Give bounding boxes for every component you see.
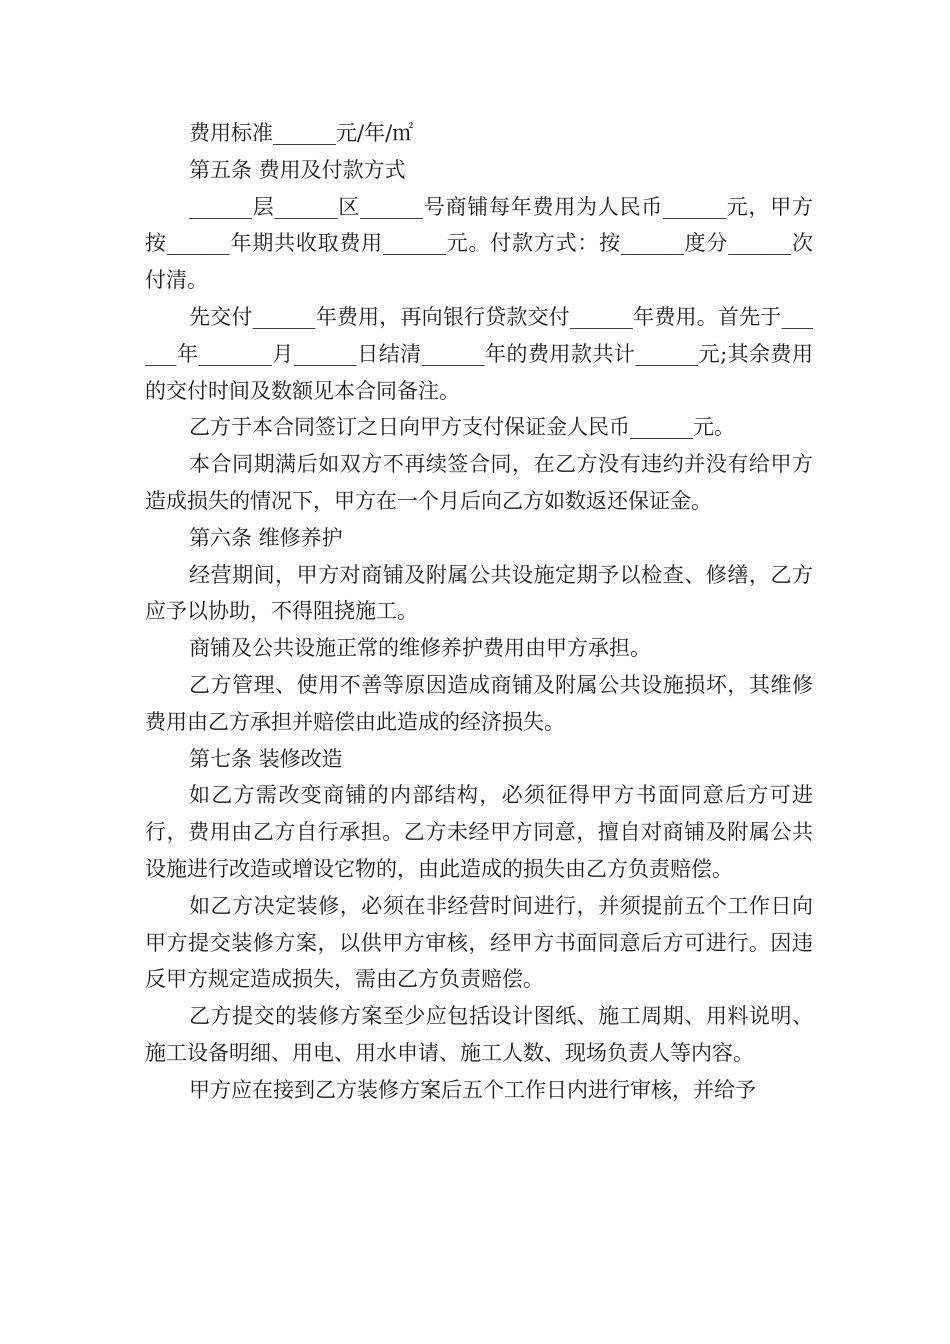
document-page (145, 115, 813, 1109)
article-5-heading: 第五条 费用及付款方式 (189, 157, 406, 182)
damage-liability-paragraph: 乙方管理、使用不善等原因造成商铺及附属公共设施损坏，其维修费用由乙方承担并赔偿由此造成的经济损失。 (145, 672, 813, 734)
inspection-paragraph: 经营期间，甲方对商铺及附属公共设施定期予以检查、修缮，乙方应予以协助，不得阻挠施工。 (145, 562, 813, 624)
deposit-refund-paragraph: 本合同期满后如双方不再续签合同，在乙方没有违约并没有给甲方造成损失的情况下，甲方在一个月后向乙方如数返还保证金。 (145, 452, 813, 513)
renovation-timing-paragraph: 如乙方决定装修，必须在非经营时间进行，并须提前五个工作日向甲方提交装修方案，以供甲方审核，经甲方书面同意后方可进行。因违反甲方规定造成损失，需由乙方负责赔偿。 (145, 893, 813, 992)
maintenance-cost-paragraph: 商铺及公共设施正常的维修养护费用由甲方承担。 (189, 636, 651, 661)
article-7-heading: 第七条 装修改造 (189, 746, 343, 771)
annual-fee-paragraph: ______层______区______号商铺每年费用为人民币______元，甲方按______年期共收取费用______元。付款方式：按______度分______次付清。 (145, 194, 813, 293)
renovation-plan-contents-paragraph: 乙方提交的装修方案至少应包括设计图纸、施工周期、用料说明、施工设备明细、用电、用水申请、施工人数、现场负责人等内容。 (145, 1004, 813, 1065)
article-6-heading: 第六条 维修养护 (189, 525, 343, 550)
structure-change-paragraph: 如乙方需改变商铺的内部结构，必须征得甲方书面同意后方可进行，费用由乙方自行承担。乙方未经甲方同意，擅自对商铺及附属公共设施进行改造或增设它物的，由此造成的损失由乙方负责赔偿。 (145, 783, 813, 881)
plan-review-paragraph: 甲方应在接到乙方装修方案后五个工作日内进行审核，并给予 (189, 1077, 756, 1102)
payment-schedule-paragraph: 先交付______年费用，再向银行贷款交付______年费用。首先于______年_______月______日结清______年的费用款共计______元;其余费用的交付时间及数额见本合同备注。 (145, 304, 813, 403)
fee-standard-line: 费用标准______元/年/㎡ (189, 121, 414, 145)
deposit-paragraph: 乙方于本合同签订之日向甲方支付保证金人民币______元。 (189, 415, 735, 440)
